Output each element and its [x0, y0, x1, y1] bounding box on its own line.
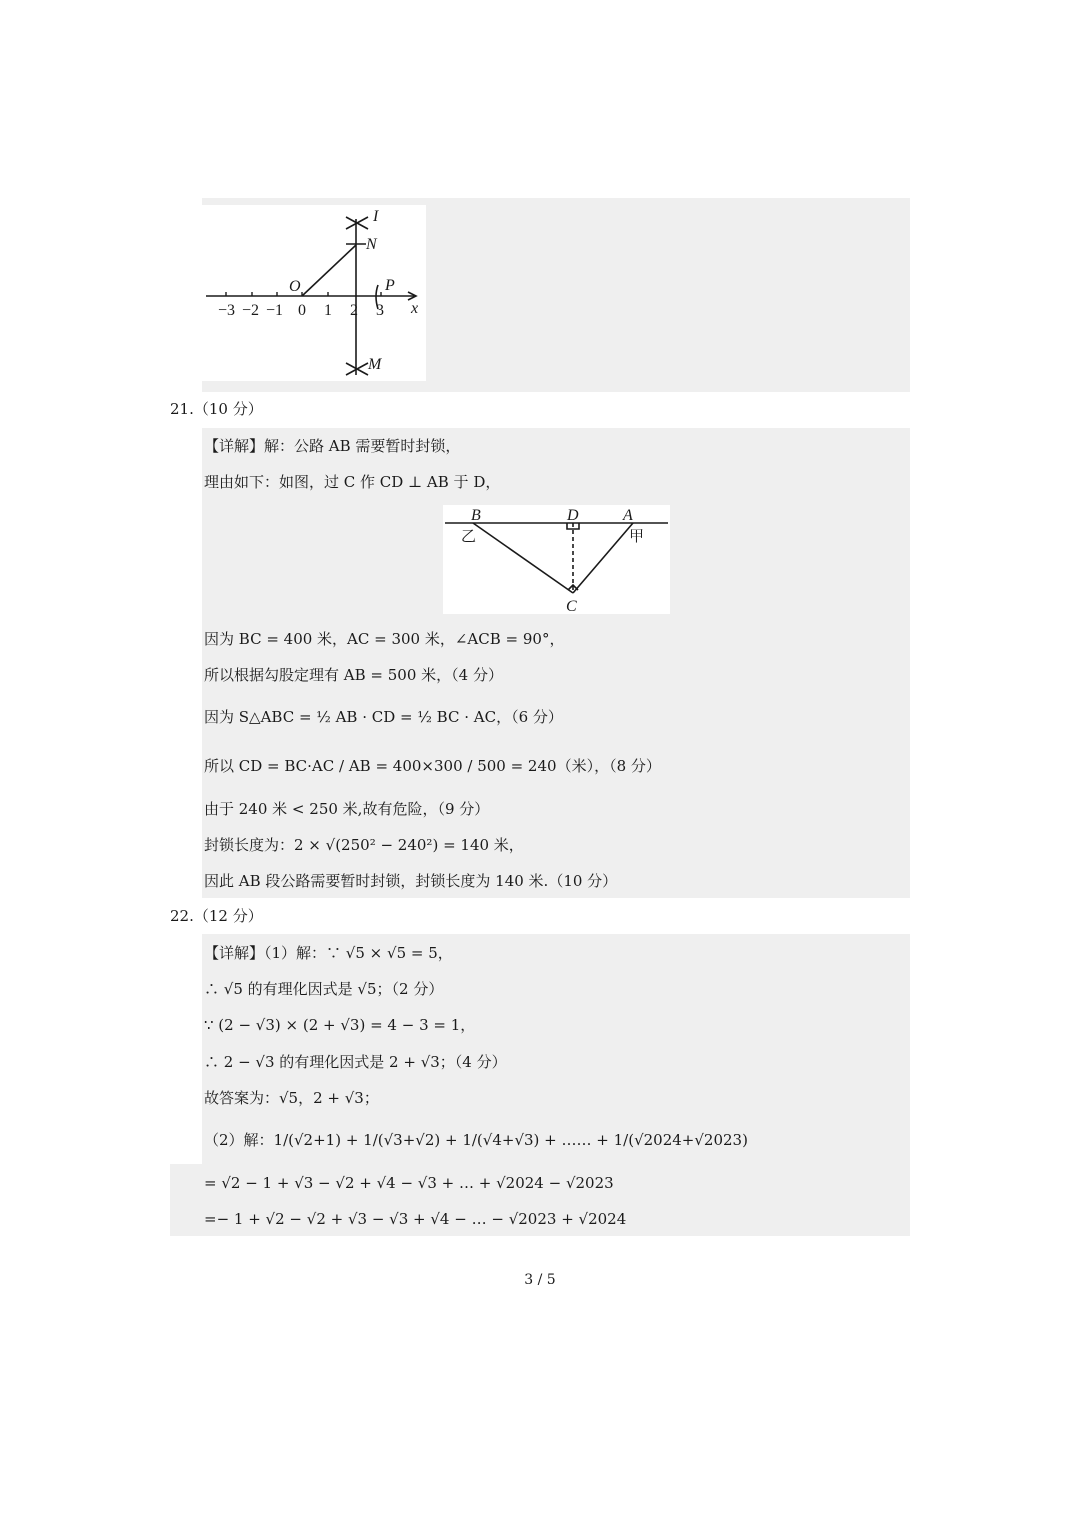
- q22-line-3: ∵ (2 − √3) × (2 + √3) = 4 − 3 = 1，: [204, 1016, 476, 1034]
- q21-line-5: 因为 S△ABC = ½ AB · CD = ½ BC · AC，（6 分）: [204, 708, 563, 726]
- q22-line-7: = √2 − 1 + √3 − √2 + √4 − √3 + … + √2024 − √2023: [204, 1174, 614, 1192]
- tick-label: −2: [242, 302, 260, 319]
- tick-label: −1: [266, 302, 284, 319]
- q21-line-2: 理由如下：如图，过 C 作 CD ⊥ AB 于 D，: [204, 473, 501, 491]
- point-label-A: A: [623, 507, 633, 524]
- q21-line-4: 所以根据勾股定理有 AB = 500 米，（4 分）: [204, 666, 503, 684]
- question-21-number: 21.（10 分）: [170, 400, 263, 418]
- point-label-P: P: [385, 277, 395, 294]
- point-label-D: D: [567, 507, 579, 524]
- point-label-C: C: [566, 598, 577, 614]
- number-line-figure: [202, 205, 426, 381]
- q22-line-8: =− 1 + √2 − √2 + √3 − √3 + √4 − … − √2023 + √2024: [204, 1210, 627, 1228]
- label-yi: 乙: [461, 529, 477, 545]
- point-label-B: B: [471, 507, 481, 524]
- q21-line-1: 【详解】解：公路 AB 需要暂时封锁，: [204, 437, 461, 455]
- q22-line-2: ∴ √5 的有理化因式是 √5；（2 分）: [204, 980, 444, 998]
- q22-line-1: 【详解】（1）解：∵ √5 × √5 = 5，: [204, 944, 453, 962]
- q21-line-9: 因此 AB 段公路需要暂时封锁，封锁长度为 140 米.（10 分）: [204, 872, 618, 890]
- answer-panel-q21: [202, 428, 910, 898]
- q21-line-8: 封锁长度为：2 × √(250² − 240²) = 140 米，: [204, 836, 524, 854]
- q22-line-6: （2）解：1/(√2+1) + 1/(√3+√2) + 1/(√4+√3) + …… + 1/(√2024+√2023): [204, 1131, 748, 1149]
- road-triangle-figure: [443, 505, 670, 614]
- segment-ON: [302, 245, 356, 296]
- tick-label: 3: [376, 302, 384, 319]
- tick-label: 2: [350, 302, 358, 319]
- q22-line-4: ∴ 2 − √3 的有理化因式是 2 + √3；（4 分）: [204, 1053, 507, 1071]
- label-jia: 甲: [629, 529, 645, 545]
- axis-label-x: x: [411, 300, 419, 317]
- tick-label: 0: [298, 302, 306, 319]
- question-22-number: 22.（12 分）: [170, 907, 263, 925]
- point-label-O: O: [289, 278, 301, 295]
- segment-BC: [473, 523, 573, 593]
- page-number: 3 / 5: [524, 1272, 556, 1288]
- q21-line-6: 所以 CD = BC·AC / AB = 400×300 / 500 = 240（米），（8 分）: [204, 757, 661, 775]
- point-label-M: M: [368, 356, 382, 373]
- point-label-I: I: [373, 208, 379, 225]
- q22-line-5: 故答案为：√5，2 + √3；: [204, 1089, 379, 1107]
- tick-label: −3: [218, 302, 236, 319]
- q21-line-7: 由于 240 米 < 250 米,故有危险，（9 分）: [204, 800, 490, 818]
- point-label-N: N: [366, 236, 377, 253]
- segment-AC: [573, 523, 633, 593]
- q21-line-3: 因为 BC = 400 米，AC = 300 米，∠ACB = 90°，: [204, 630, 565, 648]
- tick-label: 1: [324, 302, 332, 319]
